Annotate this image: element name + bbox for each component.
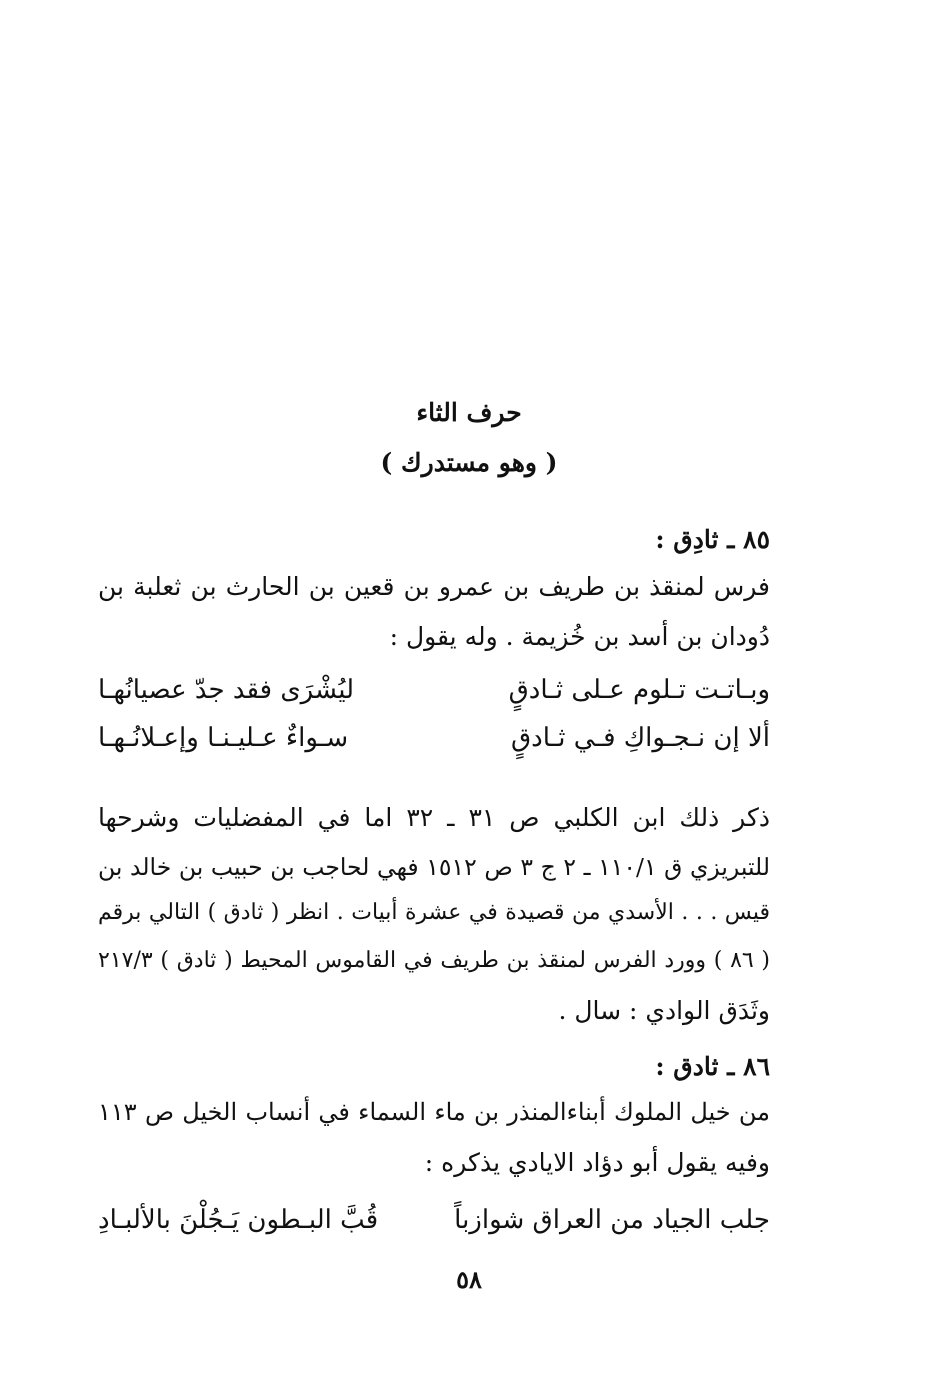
entry-86-text-line: وفيه يقول أبو دؤاد الايادي يذكره : bbox=[424, 1148, 770, 1177]
entry-85-verse bbox=[98, 675, 770, 705]
verse-second-hemistich: سـواءٌ عـليـنـا وإعـلانُـهـا bbox=[98, 723, 349, 753]
entry-85-note-line: ذكر ذلك ابن الكلبي ص ٣١ ـ ٣٢ اما في المفضليات وشرحها bbox=[98, 803, 770, 832]
entry-86-text-line: من خيل الملوك أبناءالمنذر بن ماء السماء في أنساب الخيل ص ١١٣ bbox=[98, 1098, 771, 1126]
entry-85-note-line: قيس . . . الأسدي من قصيدة في عشرة أبيات . انظر ( ثادق ) التالي برقم bbox=[98, 900, 770, 925]
entry-85-heading: ٨٥ ـ ثادِق : bbox=[655, 525, 770, 554]
entry-85-note-line: وثَدَق الوادي : سال . bbox=[558, 996, 770, 1025]
entry-85-text-line: دُودان بن أسد بن خُزيمة . وله يقول : bbox=[389, 622, 770, 651]
verse-second-hemistich: قُبَّ البـطون يَـجُلْنَ بالألبـادِ bbox=[98, 1205, 379, 1235]
entry-86-heading: ٨٦ ـ ثادق : bbox=[655, 1052, 770, 1081]
section-subtitle: ( وهو مستدرك ) bbox=[380, 448, 558, 477]
entry-86-verse bbox=[98, 1205, 770, 1235]
page-number: ٥٨ bbox=[456, 1265, 482, 1294]
verse-first-hemistich: وبـاتـت تـلوم عـلى ثـادقٍ bbox=[508, 675, 770, 705]
verse-first-hemistich: ألا إن نـجـواكِ فـي ثـادقٍ bbox=[510, 723, 770, 753]
verse-second-hemistich: ليُشْرَى فقد جدّ عصيانُهـا bbox=[98, 675, 354, 705]
entry-85-text-line: فرس لمنقذ بن طريف بن عمرو بن قعين بن الحارث بن ثعلبة بن bbox=[98, 572, 770, 601]
verse-first-hemistich: جلب الجياد من العراق شوازباً bbox=[454, 1205, 770, 1235]
entry-85-note-line: للتبريزي ق ١١٠/١ ـ ٢ ج ٣ ص ١٥١٢ فهي لحاجب بن حبيب بن خالد بن bbox=[98, 853, 771, 881]
entry-85-verse bbox=[98, 723, 770, 753]
section-title: حرف الثاء bbox=[416, 398, 522, 427]
entry-85-note-line: ( ٨٦ ) وورد الفرس لمنقذ بن طريف في القاموس المحيط ( ثادق ) ٢١٧/٣ bbox=[98, 948, 771, 973]
